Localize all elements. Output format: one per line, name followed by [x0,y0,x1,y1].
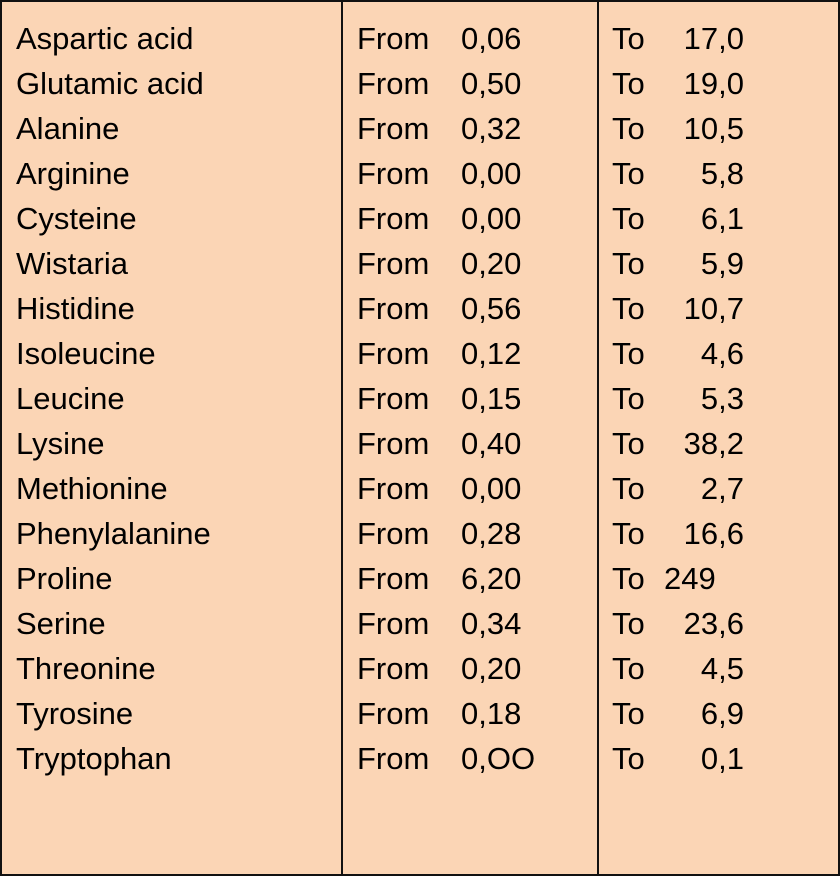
to-label: To [612,66,645,101]
table-row [2,106,838,151]
from-label: From [357,111,430,146]
from-label: From [357,381,430,416]
table-row [2,556,838,601]
from-value: 0,00 [461,471,522,506]
amino-acid-name: Histidine [16,291,135,326]
to-label: To [612,606,645,641]
amino-acid-name: Methionine [16,471,168,506]
from-value: 0,12 [461,336,522,371]
from-value: 0,50 [461,66,522,101]
amino-acid-name: Threonine [16,651,156,686]
amino-acid-name: Proline [16,561,113,596]
amino-acid-name: Leucine [16,381,125,416]
to-value: 4,6 [700,336,744,371]
from-value: 6,20 [461,561,522,596]
from-value: 0,40 [461,426,522,461]
to-label: To [612,156,645,191]
from-label: From [357,291,430,326]
table-row [2,331,838,376]
from-value: 0,56 [461,291,522,326]
amino-acid-name: Aspartic acid [16,21,194,56]
to-label: To [612,21,645,56]
from-value: 0,32 [461,111,522,146]
to-value: 2,7 [700,471,744,506]
to-label: To [612,381,645,416]
to-label: To [612,651,645,686]
to-value: 23,6 [683,606,744,641]
from-value: 0,28 [461,516,522,551]
table-row [2,151,838,196]
table-row [2,286,838,331]
to-value: 0,1 [700,741,744,776]
from-value: 0,OO [461,741,536,776]
table-row [2,421,838,466]
from-value: 0,20 [461,651,522,686]
to-label: To [612,741,645,776]
table-row [2,466,838,511]
table-row [2,601,838,646]
from-label: From [357,516,430,551]
table-body [2,16,838,781]
from-label: From [357,651,430,686]
to-label: To [612,696,645,731]
amino-acid-name: Cysteine [16,201,137,236]
from-label: From [357,696,430,731]
from-value: 0,20 [461,246,522,281]
to-value: 19,0 [683,66,744,101]
table-row [2,16,838,61]
to-value: 17,0 [683,21,744,56]
table-row [2,61,838,106]
to-value: 5,8 [700,156,744,191]
to-value: 38,2 [683,426,744,461]
to-value: 16,6 [683,516,744,551]
from-label: From [357,471,430,506]
table-row [2,376,838,421]
from-label: From [357,741,430,776]
amino-acid-name: Lysine [16,426,105,461]
amino-acid-name: Wistaria [16,246,128,281]
to-value: 6,1 [700,201,744,236]
to-label: To [612,336,645,371]
to-value: 4,5 [700,651,744,686]
from-label: From [357,246,430,281]
to-label: To [612,246,645,281]
from-label: From [357,426,430,461]
amino-acid-name: Arginine [16,156,130,191]
table-row [2,691,838,736]
to-value: 6,9 [700,696,744,731]
table-row [2,736,838,781]
table-row [2,196,838,241]
table-row [2,511,838,556]
from-value: 0,15 [461,381,522,416]
from-label: From [357,606,430,641]
amino-acid-name: Serine [16,606,106,641]
from-value: 0,06 [461,21,522,56]
from-label: From [357,156,430,191]
to-value: 5,3 [700,381,744,416]
to-value: 5,9 [700,246,744,281]
amino-acid-name: Glutamic acid [16,66,204,101]
amino-acid-name: Tryptophan [16,741,172,776]
from-label: From [357,66,430,101]
to-label: To [612,426,645,461]
table-row [2,646,838,691]
from-value: 0,34 [461,606,522,641]
to-label: To [612,471,645,506]
to-value: 10,5 [683,111,744,146]
amino-acid-name: Isoleucine [16,336,156,371]
to-value: 10,7 [683,291,744,326]
from-label: From [357,201,430,236]
amino-acid-name: Tyrosine [16,696,134,731]
amino-acid-name: Phenylalanine [16,516,211,551]
table-row [2,241,838,286]
from-label: From [357,21,430,56]
from-label: From [357,336,430,371]
from-label: From [357,561,430,596]
from-value: 0,18 [461,696,522,731]
to-label: To [612,291,645,326]
to-label: To [612,111,645,146]
amino-acid-name: Alanine [16,111,120,146]
to-value: 249 [664,561,716,596]
to-label: To [612,201,645,236]
to-label: To [612,516,645,551]
to-label: To [612,561,645,596]
from-value: 0,00 [461,201,522,236]
from-value: 0,00 [461,156,522,191]
